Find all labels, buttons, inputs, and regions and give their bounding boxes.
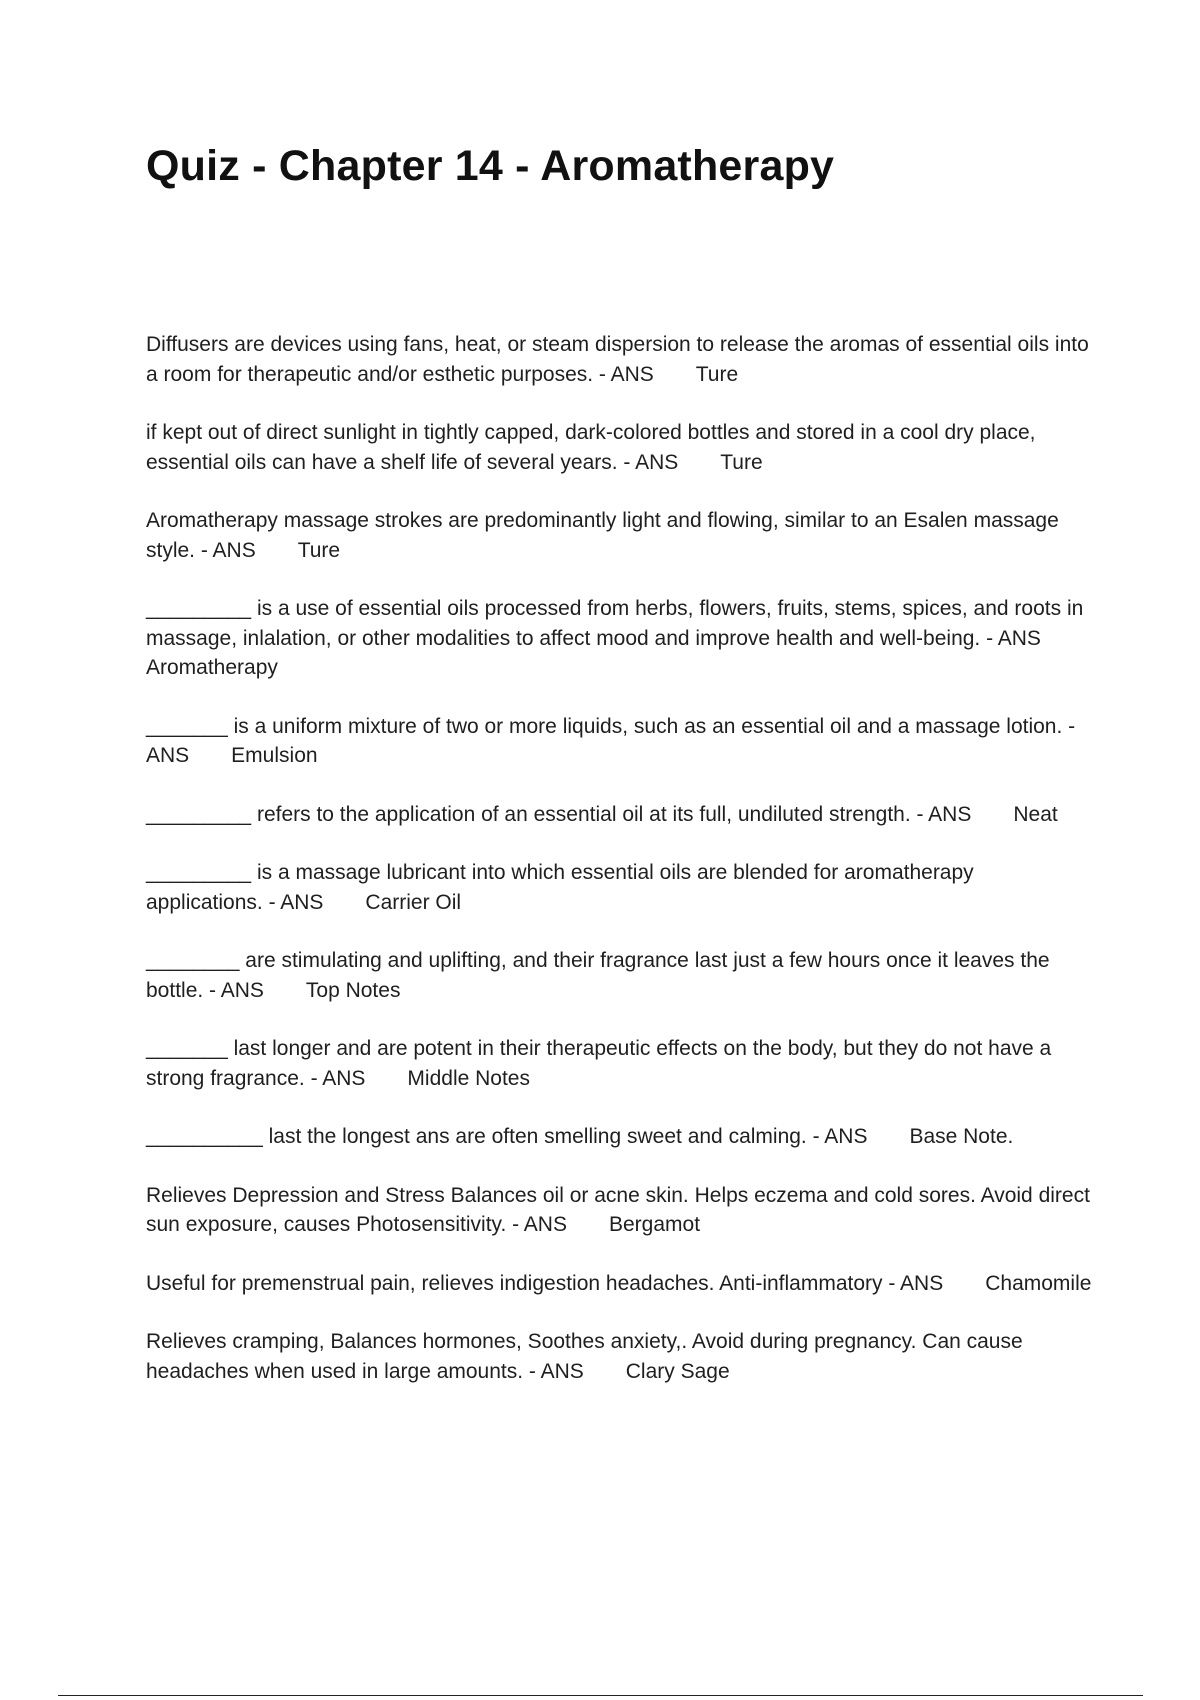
question-item-11: Relieves Depression and Stress Balances oil or acne skin. Helps eczema and cold sores. Avoid direct sun exposure, causes Photosensitivity. - ANS Bergamot (146, 1183, 1096, 1236)
question-item-6: _________ refers to the application of an essential oil at its full, undiluted strength. - ANS Neat (146, 802, 1058, 826)
question-item-5: _______ is a uniform mixture of two or more liquids, such as an essential oil and a massage lotion. - ANS Emulsion (146, 714, 1080, 767)
question-item-4: _________ is a use of essential oils processed from herbs, flowers, fruits, stems, spices, and roots in massage, inlalation, or other modalities to affect mood and improve health and well-being. - ANS Aromatherapy (146, 597, 1090, 679)
question-item-12: Useful for premenstrual pain, relieves indigestion headaches. Anti-inflammatory - ANS Chamomile (146, 1271, 1092, 1295)
question-item-13: Relieves cramping, Balances hormones, Soothes anxiety,. Avoid during pregnancy. Can cause headaches when used in large amounts. - ANS Clary Sage (146, 1330, 1029, 1383)
question-item-10: __________ last the longest ans are often smelling sweet and calming. - ANS Base Note. (146, 1125, 1014, 1148)
question-item-9: _______ last longer and are potent in their therapeutic effects on the body, but they do not have a strong fragrance. - ANS Middle Notes (146, 1037, 1058, 1090)
question-list (146, 330, 1096, 1415)
question-item-8: ________ are stimulating and uplifting, and their fragrance last just a few hours once it leaves the bottle. - ANS Top Notes (146, 949, 1056, 1002)
question-item-7: _________ is a massage lubricant into which essential oils are blended for aromatherapy applications. - ANS Carrier Oil (146, 861, 980, 914)
footer-divider (58, 1695, 1143, 1696)
question-item-3: Aromatherapy massage strokes are predominantly light and flowing, similar to an Esalen massage style. - ANS Ture (146, 509, 1065, 562)
question-item-1: Diffusers are devices using fans, heat, or steam dispersion to release the aromas of essential oils into a room for therapeutic and/or esthetic purposes. - ANS Ture (146, 333, 1095, 386)
page-title: Quiz - Chapter 14 - Aromatherapy (146, 142, 835, 190)
question-item-2: if kept out of direct sunlight in tightly capped, dark-colored bottles and stored in a cool dry place, essential oils can have a shelf life of several years. - ANS Ture (146, 421, 1042, 474)
